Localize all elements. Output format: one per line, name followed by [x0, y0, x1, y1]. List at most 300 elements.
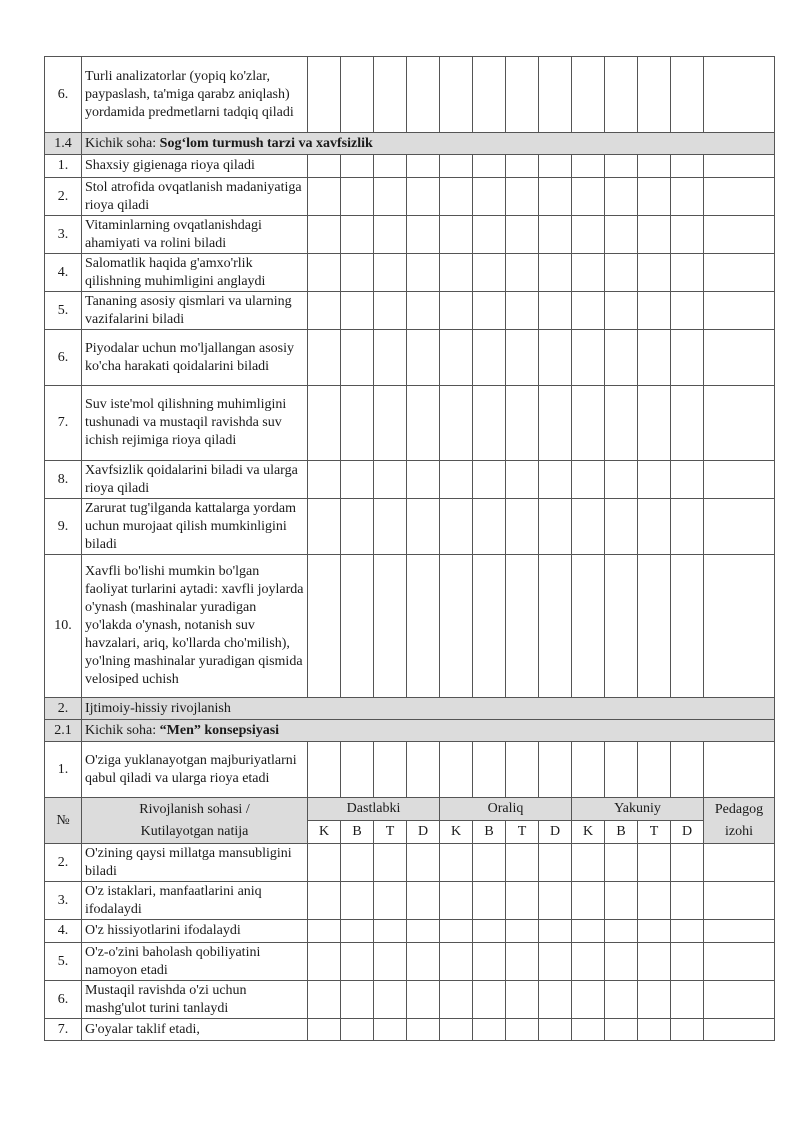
mark-cell: [308, 742, 341, 798]
mark-cell: [407, 254, 440, 292]
table-row: [45, 292, 775, 330]
expected-result: Stol atrofida ovqatlanish madaniyatiga rioya qiladi: [82, 178, 308, 216]
mark-cell: [572, 292, 605, 330]
mark-cell: [308, 920, 341, 943]
mark-cell: [605, 943, 638, 981]
table-row: [45, 155, 775, 178]
mark-cell: [671, 461, 704, 499]
mark-cell: [407, 155, 440, 178]
table-row: [45, 178, 775, 216]
mark-cell: [407, 330, 440, 386]
mark-cell: [572, 920, 605, 943]
mark-cell: [440, 330, 473, 386]
mark-cell: [671, 742, 704, 798]
mark-cell: [506, 742, 539, 798]
table-row: [45, 1019, 775, 1041]
mark-cell: [671, 178, 704, 216]
mark-cell: [638, 216, 671, 254]
mark-cell: [341, 920, 374, 943]
mark-cell: [605, 155, 638, 178]
mark-cell: [572, 155, 605, 178]
mark-cell: [341, 943, 374, 981]
row-number: 7.: [45, 386, 82, 461]
mark-cell: [374, 461, 407, 499]
mark-cell: [440, 742, 473, 798]
mark-cell: [308, 499, 341, 555]
comment-cell: [704, 555, 775, 698]
mark-cell: [407, 292, 440, 330]
mark-cell: [473, 920, 506, 943]
row-number: 6.: [45, 981, 82, 1019]
mark-cell: [473, 844, 506, 882]
header-number: №: [45, 798, 82, 844]
mark-cell: [473, 155, 506, 178]
mark-cell: [539, 57, 572, 133]
table-row: [45, 555, 775, 698]
mark-cell: [671, 57, 704, 133]
mark-cell: [638, 292, 671, 330]
mark-cell: [572, 499, 605, 555]
row-number: 4.: [45, 920, 82, 943]
mark-cell: [308, 254, 341, 292]
mark-cell: [605, 844, 638, 882]
table-row: [45, 461, 775, 499]
expected-result: Xavfsizlik qoidalarini biladi va ularga rioya qiladi: [82, 461, 308, 499]
mark-cell: [506, 461, 539, 499]
comment-cell: [704, 1019, 775, 1041]
mark-cell: [374, 844, 407, 882]
mark-cell: [473, 292, 506, 330]
table-row: [45, 330, 775, 386]
comment-cell: [704, 943, 775, 981]
mark-cell: [605, 981, 638, 1019]
header-period: Oraliq: [440, 798, 572, 821]
mark-cell: [374, 981, 407, 1019]
mark-cell: [506, 254, 539, 292]
mark-cell: [341, 981, 374, 1019]
mark-cell: [671, 330, 704, 386]
mark-cell: [506, 1019, 539, 1041]
mark-cell: [407, 461, 440, 499]
mark-cell: [572, 254, 605, 292]
header-mark: K: [440, 821, 473, 844]
mark-cell: [605, 216, 638, 254]
mark-cell: [638, 461, 671, 499]
header-comment-line2: izohi: [725, 823, 753, 839]
expected-result: Vitaminlarning ovqatlanishdagi ahamiyati va rolini biladi: [82, 216, 308, 254]
mark-cell: [605, 178, 638, 216]
header-mark: K: [572, 821, 605, 844]
mark-cell: [572, 330, 605, 386]
mark-cell: [440, 386, 473, 461]
mark-cell: [341, 386, 374, 461]
mark-cell: [638, 330, 671, 386]
mark-cell: [671, 155, 704, 178]
header-mark: D: [407, 821, 440, 844]
mark-cell: [572, 461, 605, 499]
mark-cell: [539, 882, 572, 920]
expected-result: Xavfli bo'lishi mumkin bo'lgan faoliyat turlarini aytadi: xavfli joylarda o'ynash (mashinalar yuradigan yo'lakda o'ynash, notanish suv havzalari, ariq, ko'llarda cho'milish), yo'lning mashinalar yuradigan qismida velosiped uchish: [82, 555, 308, 698]
mark-cell: [308, 292, 341, 330]
mark-cell: [506, 920, 539, 943]
expected-result: Zarurat tug'ilganda kattalarga yordam uchun murojaat qilish mumkinligini biladi: [82, 499, 308, 555]
expected-result: Turli analizatorlar (yopiq ko'zlar, paypaslash, ta'miga qarabz aniqlash) yordamida predmetlarni tadqiq qiladi: [82, 57, 308, 133]
mark-cell: [638, 844, 671, 882]
mark-cell: [638, 1019, 671, 1041]
mark-cell: [473, 254, 506, 292]
mark-cell: [605, 1019, 638, 1041]
mark-cell: [671, 920, 704, 943]
mark-cell: [308, 943, 341, 981]
mark-cell: [671, 882, 704, 920]
mark-cell: [539, 386, 572, 461]
mark-cell: [539, 499, 572, 555]
mark-cell: [605, 330, 638, 386]
header-area-line2: Kutilayotgan natija: [140, 823, 249, 839]
mark-cell: [506, 178, 539, 216]
mark-cell: [374, 555, 407, 698]
mark-cell: [473, 742, 506, 798]
mark-cell: [605, 254, 638, 292]
table-row: [45, 386, 775, 461]
mark-cell: [407, 555, 440, 698]
mark-cell: [671, 499, 704, 555]
mark-cell: [539, 1019, 572, 1041]
mark-cell: [572, 555, 605, 698]
comment-cell: [704, 386, 775, 461]
mark-cell: [341, 882, 374, 920]
mark-cell: [407, 882, 440, 920]
header-mark: B: [605, 821, 638, 844]
mark-cell: [374, 386, 407, 461]
mark-cell: [308, 461, 341, 499]
mark-cell: [506, 882, 539, 920]
mark-cell: [440, 461, 473, 499]
mark-cell: [539, 254, 572, 292]
mark-cell: [440, 844, 473, 882]
row-number: 2.: [45, 844, 82, 882]
expected-result: O'z istaklari, manfaatlarini aniq ifodalaydi: [82, 882, 308, 920]
mark-cell: [605, 882, 638, 920]
expected-result: Salomatlik haqida g'amxo'rlik qilishning muhimligini anglaydi: [82, 254, 308, 292]
subsection-prefix: Kichik soha:: [85, 722, 160, 738]
mark-cell: [473, 499, 506, 555]
mark-cell: [407, 57, 440, 133]
mark-cell: [407, 178, 440, 216]
header-comment: [704, 798, 775, 844]
mark-cell: [440, 499, 473, 555]
header-area-line1: Rivojlanish sohasi /: [139, 801, 250, 817]
mark-cell: [506, 330, 539, 386]
mark-cell: [506, 57, 539, 133]
mark-cell: [506, 216, 539, 254]
mark-cell: [440, 216, 473, 254]
mark-cell: [341, 216, 374, 254]
mark-cell: [473, 216, 506, 254]
mark-cell: [473, 981, 506, 1019]
expected-result: O'z hissiyotlarini ifodalaydi: [82, 920, 308, 943]
mark-cell: [440, 57, 473, 133]
comment-cell: [704, 254, 775, 292]
header-area: [82, 798, 308, 844]
mark-cell: [374, 742, 407, 798]
mark-cell: [638, 981, 671, 1019]
mark-cell: [407, 742, 440, 798]
header-mark: D: [539, 821, 572, 844]
row-number: 6.: [45, 57, 82, 133]
header-mark: T: [374, 821, 407, 844]
mark-cell: [539, 178, 572, 216]
comment-cell: [704, 330, 775, 386]
mark-cell: [605, 555, 638, 698]
mark-cell: [341, 330, 374, 386]
section-title: [82, 698, 775, 720]
mark-cell: [308, 386, 341, 461]
row-number: 9.: [45, 499, 82, 555]
mark-cell: [341, 844, 374, 882]
mark-cell: [374, 178, 407, 216]
comment-cell: [704, 216, 775, 254]
mark-cell: [407, 386, 440, 461]
table-row: [45, 254, 775, 292]
mark-cell: [308, 555, 341, 698]
mark-cell: [539, 555, 572, 698]
mark-cell: [374, 920, 407, 943]
mark-cell: [638, 155, 671, 178]
mark-cell: [605, 920, 638, 943]
mark-cell: [407, 943, 440, 981]
mark-cell: [440, 254, 473, 292]
section-number: 1.4: [45, 133, 82, 155]
mark-cell: [671, 216, 704, 254]
mark-cell: [671, 1019, 704, 1041]
mark-cell: [308, 155, 341, 178]
mark-cell: [572, 178, 605, 216]
mark-cell: [473, 1019, 506, 1041]
mark-cell: [605, 499, 638, 555]
mark-cell: [341, 292, 374, 330]
mark-cell: [506, 386, 539, 461]
mark-cell: [539, 844, 572, 882]
mark-cell: [605, 742, 638, 798]
mark-cell: [473, 943, 506, 981]
expected-result: G'oyalar taklif etadi,: [82, 1019, 308, 1041]
row-number: 1.: [45, 155, 82, 178]
mark-cell: [605, 461, 638, 499]
comment-cell: [704, 742, 775, 798]
row-number: 4.: [45, 254, 82, 292]
mark-cell: [407, 920, 440, 943]
mark-cell: [407, 499, 440, 555]
row-number: 3.: [45, 216, 82, 254]
mark-cell: [572, 943, 605, 981]
section-title: [82, 720, 775, 742]
subsection-title: Sog‘lom turmush tarzi va xavfsizlik: [159, 135, 373, 151]
row-number: 10.: [45, 555, 82, 698]
mark-cell: [440, 981, 473, 1019]
comment-cell: [704, 882, 775, 920]
assessment-table: [44, 56, 775, 1041]
mark-cell: [572, 57, 605, 133]
table-row: [45, 981, 775, 1019]
mark-cell: [440, 1019, 473, 1041]
mark-cell: [308, 1019, 341, 1041]
expected-result: O'zining qaysi millatga mansubligini biladi: [82, 844, 308, 882]
header-row: [45, 798, 775, 821]
comment-cell: [704, 57, 775, 133]
mark-cell: [473, 882, 506, 920]
mark-cell: [539, 943, 572, 981]
table-body: [45, 57, 775, 1041]
header-mark: T: [638, 821, 671, 844]
mark-cell: [539, 742, 572, 798]
mark-cell: [638, 742, 671, 798]
table-row: [45, 499, 775, 555]
mark-cell: [374, 216, 407, 254]
mark-cell: [671, 292, 704, 330]
section-number: 2.: [45, 698, 82, 720]
header-mark: B: [341, 821, 374, 844]
comment-cell: [704, 844, 775, 882]
mark-cell: [308, 330, 341, 386]
mark-cell: [374, 292, 407, 330]
mark-cell: [506, 155, 539, 178]
mark-cell: [671, 844, 704, 882]
mark-cell: [440, 555, 473, 698]
mark-cell: [638, 920, 671, 943]
mark-cell: [308, 57, 341, 133]
mark-cell: [605, 386, 638, 461]
mark-cell: [572, 386, 605, 461]
mark-cell: [671, 386, 704, 461]
subsection-title: Ijtimoiy-hissiy rivojlanish: [85, 700, 231, 716]
expected-result: Mustaqil ravishda o'zi uchun mashg'ulot turini tanlaydi: [82, 981, 308, 1019]
section-title: [82, 133, 775, 155]
mark-cell: [341, 178, 374, 216]
mark-cell: [572, 981, 605, 1019]
comment-cell: [704, 178, 775, 216]
mark-cell: [671, 943, 704, 981]
comment-cell: [704, 981, 775, 1019]
mark-cell: [572, 882, 605, 920]
subsection-title: “Men” konsepsiyasi: [159, 722, 280, 738]
mark-cell: [671, 254, 704, 292]
row-number: 8.: [45, 461, 82, 499]
mark-cell: [539, 981, 572, 1019]
comment-cell: [704, 499, 775, 555]
mark-cell: [341, 155, 374, 178]
mark-cell: [539, 920, 572, 943]
row-number: 3.: [45, 882, 82, 920]
comment-cell: [704, 461, 775, 499]
mark-cell: [638, 254, 671, 292]
mark-cell: [506, 981, 539, 1019]
mark-cell: [671, 555, 704, 698]
mark-cell: [473, 461, 506, 499]
section-number: 2.1: [45, 720, 82, 742]
mark-cell: [341, 499, 374, 555]
mark-cell: [473, 330, 506, 386]
header-mark: T: [506, 821, 539, 844]
mark-cell: [407, 981, 440, 1019]
mark-cell: [506, 292, 539, 330]
mark-cell: [506, 499, 539, 555]
mark-cell: [374, 943, 407, 981]
row-number: 6.: [45, 330, 82, 386]
comment-cell: [704, 155, 775, 178]
mark-cell: [374, 254, 407, 292]
row-number: 2.: [45, 178, 82, 216]
mark-cell: [440, 920, 473, 943]
mark-cell: [374, 499, 407, 555]
comment-cell: [704, 292, 775, 330]
expected-result: O'ziga yuklanayotgan majburiyatlarni qabul qiladi va ularga rioya etadi: [82, 742, 308, 798]
mark-cell: [638, 943, 671, 981]
mark-cell: [539, 216, 572, 254]
header-mark: D: [671, 821, 704, 844]
mark-cell: [572, 1019, 605, 1041]
mark-cell: [308, 844, 341, 882]
row-number: 7.: [45, 1019, 82, 1041]
mark-cell: [605, 292, 638, 330]
mark-cell: [341, 742, 374, 798]
expected-result: Piyodalar uchun mo'ljallangan asosiy ko'cha harakati qoidalarini biladi: [82, 330, 308, 386]
mark-cell: [506, 943, 539, 981]
expected-result: Suv iste'mol qilishning muhimligini tushunadi va mustaqil ravishda suv ichish rejimiga rioya qiladi: [82, 386, 308, 461]
mark-cell: [374, 57, 407, 133]
table-row: [45, 216, 775, 254]
mark-cell: [572, 216, 605, 254]
mark-cell: [341, 555, 374, 698]
table-row: [45, 920, 775, 943]
mark-cell: [473, 178, 506, 216]
mark-cell: [539, 461, 572, 499]
subsection-row: [45, 133, 775, 155]
header-mark: B: [473, 821, 506, 844]
mark-cell: [506, 844, 539, 882]
expected-result: Tananing asosiy qismlari va ularning vazifalarini biladi: [82, 292, 308, 330]
table-row: [45, 57, 775, 133]
mark-cell: [638, 386, 671, 461]
mark-cell: [572, 844, 605, 882]
expected-result: Shaxsiy gigienaga rioya qiladi: [82, 155, 308, 178]
mark-cell: [341, 254, 374, 292]
mark-cell: [440, 882, 473, 920]
mark-cell: [341, 1019, 374, 1041]
row-number: 5.: [45, 943, 82, 981]
table-row: [45, 943, 775, 981]
mark-cell: [440, 178, 473, 216]
mark-cell: [407, 1019, 440, 1041]
mark-cell: [605, 57, 638, 133]
subsection-prefix: Kichik soha:: [85, 135, 160, 151]
mark-cell: [407, 216, 440, 254]
header-period: Dastlabki: [308, 798, 440, 821]
mark-cell: [374, 882, 407, 920]
mark-cell: [473, 57, 506, 133]
comment-cell: [704, 920, 775, 943]
mark-cell: [638, 499, 671, 555]
mark-cell: [506, 555, 539, 698]
table-row: [45, 882, 775, 920]
mark-cell: [407, 844, 440, 882]
table-row: [45, 742, 775, 798]
header-mark: K: [308, 821, 341, 844]
mark-cell: [638, 178, 671, 216]
mark-cell: [374, 155, 407, 178]
mark-cell: [539, 330, 572, 386]
mark-cell: [440, 292, 473, 330]
